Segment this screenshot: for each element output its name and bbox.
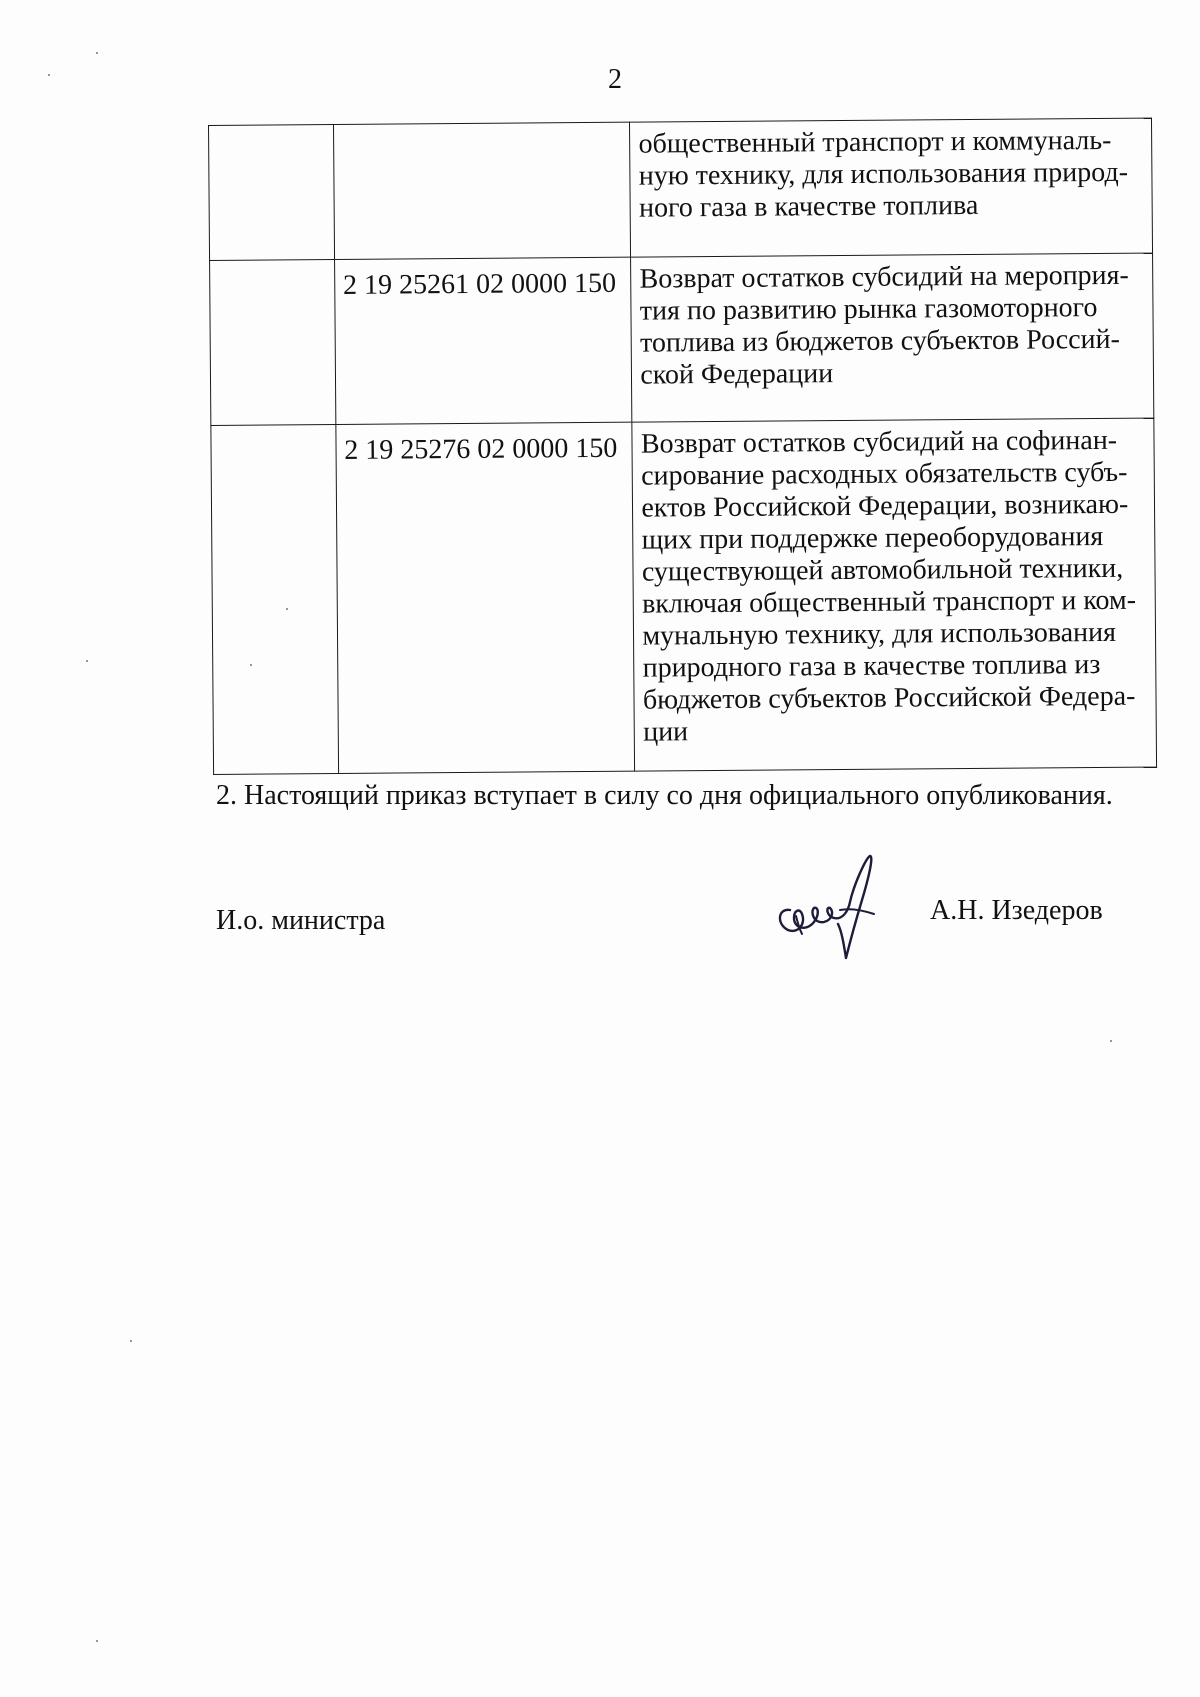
scan-speck (130, 1340, 132, 1342)
scan-speck (96, 52, 98, 54)
scan-speck (86, 660, 88, 662)
table-cell-description (630, 118, 1153, 257)
description-line: ного газа в качестве топлива (638, 189, 979, 224)
description-line: мунальную технику, для использования (642, 616, 1117, 652)
description-line: включая общественный транспорт и ком- (642, 584, 1137, 620)
signatory-title: И.о. министра (216, 905, 386, 936)
table-row (210, 253, 1154, 425)
scan-speck (48, 74, 50, 76)
effective-date-paragraph: 2. Настоящий приказ вступает в силу со дня официального опубликования. (216, 780, 1113, 811)
table-cell-code (333, 122, 631, 259)
description-line: бюджетов субъектов Российской Федера- (642, 680, 1136, 716)
table-cell-code: 2 19 25261 02 0000 150 (334, 257, 632, 424)
description-line: сирование расходных обязательств субъ- (641, 456, 1128, 492)
table-cell-description (632, 418, 1156, 771)
description-line: тия по развитию рынка газомоторного (639, 292, 1098, 327)
table-row (209, 118, 1153, 260)
description-line: ской Федерации (640, 358, 834, 391)
description-line: общественный транспорт и коммуналь- (638, 124, 1112, 160)
signature-image (770, 850, 910, 970)
signatory-name: А.Н. Изедеров (930, 895, 1103, 926)
table-cell-empty (210, 260, 336, 426)
description-line: ную технику, для использования природ- (638, 156, 1129, 192)
table-cell-code: 2 19 25276 02 0000 150 (336, 422, 635, 773)
description-line: Возврат остатков субсидий на мероприя- (639, 259, 1129, 295)
table-cell-empty (211, 425, 339, 775)
table-row (211, 418, 1157, 774)
description-line: Возврат остатков субсидий на софинан- (640, 424, 1118, 460)
budget-codes-table (208, 118, 1157, 775)
description-line: топлива из бюджетов субъектов Россий- (639, 323, 1121, 359)
description-line: природного газа в качестве топлива из (642, 649, 1101, 684)
table-cell-empty (209, 125, 335, 261)
description-line: существующей автомобильной техники, (641, 552, 1124, 588)
description-line: щих при поддержке переоборудования (641, 520, 1104, 556)
description-line: ции (643, 716, 689, 748)
page-number: 2 (608, 64, 622, 95)
scan-speck (1110, 1040, 1112, 1042)
scan-speck (96, 1640, 98, 1642)
description-line: ектов Российской Федерации, возникаю- (641, 488, 1129, 524)
scan-speck (286, 608, 288, 610)
table-cell-description (631, 253, 1154, 422)
scan-speck (250, 664, 252, 666)
